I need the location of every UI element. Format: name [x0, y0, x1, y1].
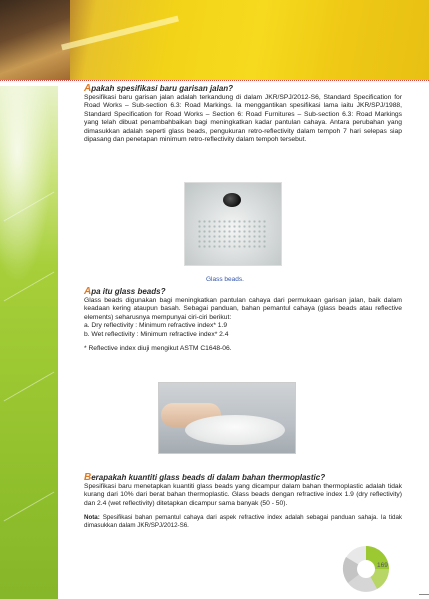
- section-body: Spesifikasi baru garisan jalan adalah terkandung di dalam JKR/SPJ/2012-S6, Standard Specification for Road Works – Sub-section 6.3: Road Markings. Ia menggantikan spesifikasi lama iaitu JKR/SPJ/1988, Standard Specification for Road Works – Section 6: Road Furnitures – Sub-section 6.3: Road Markings yang telah dibuat penambahbaikan bagi meningkatkan kadar pantulan cahaya. Antara perubahan yang dimasukkan adalah seperti glass beads, pengukuran retro-reflectivity dalam tempoh 7 hari selepas siap dipasang dan penetapan minimum retro-reflectivity dalam tempoh tersebut.: [84, 94, 402, 144]
- section-glass-beads: [84, 287, 402, 353]
- sidebar-line: [4, 372, 55, 402]
- paint-stripe-image: [61, 16, 179, 51]
- note-text: Spesifikasi bahan pemantul cahaya dari aspek refractive index adalah sebagai panduan sahaja. Ia tidak dimasukkan dalam JKR/SPJ/2012-S6.: [84, 514, 402, 530]
- heading-initial: A: [84, 286, 92, 297]
- section-quantity: [84, 473, 402, 530]
- coin-image: [223, 193, 241, 207]
- list-item: b. Wet reflectivity : Minimum refractive index* 2.4: [84, 330, 229, 338]
- header-divider: [0, 80, 429, 81]
- list-item: a. Dry reflectivity : Minimum refractive index* 1.9: [84, 322, 228, 330]
- section-heading: [84, 287, 402, 297]
- green-sidebar: [0, 86, 58, 599]
- note: [84, 514, 402, 530]
- heading-initial: A: [84, 83, 92, 94]
- footnote: * Reflective index diuji mengikut ASTM C1648-06.: [84, 345, 232, 353]
- pouring-beads-photo: [158, 382, 296, 454]
- section-body: Spesifikasi baru menetapkan kuantiti glass beads yang dicampur dalam bahan thermoplastic adalah tidak kurang dari 10% dari berat bahan thermoplastic. Glass beads dengan refractive index 1.9 (dry reflectivity) dan 2.4 (wet reflectivity) ditetapkan dicampur sama banyak (50 - 50).: [84, 483, 402, 507]
- beads-texture: [197, 219, 267, 249]
- section-specification: [84, 84, 402, 144]
- heading-text: erapakah kuantiti glass beads di dalam bahan thermoplastic?: [91, 473, 326, 482]
- section-heading: [84, 84, 402, 94]
- road-marking-machine-image: [0, 0, 70, 80]
- figure-caption: Glass beads.: [206, 276, 244, 283]
- sidebar-line: [4, 492, 55, 522]
- note-label: Nota:: [84, 514, 100, 522]
- heading-text: pakah spesifikasi baru garisan jalan?: [91, 84, 234, 93]
- beads-heap-image: [185, 415, 285, 445]
- heading-initial: B: [84, 472, 92, 483]
- heading-text: pa itu glass beads?: [91, 287, 166, 296]
- section-heading: [84, 473, 402, 483]
- crop-mark: [419, 594, 429, 595]
- section-body: Glass beads digunakan bagi meningkatkan pantulan cahaya dari permukaan garisan jalan, baik dalam keadaan kering ataupun basah. Sebagai panduan, bahan pemantul cahaya (glass beads atau reflective elements) seharusnya mempunyai ciri-ciri berikut:: [84, 297, 402, 321]
- glass-beads-photo: [184, 182, 282, 266]
- page-badge-pie-icon: [342, 545, 390, 593]
- header-road-marking-photo: [0, 0, 429, 80]
- page-number: 169: [377, 562, 388, 569]
